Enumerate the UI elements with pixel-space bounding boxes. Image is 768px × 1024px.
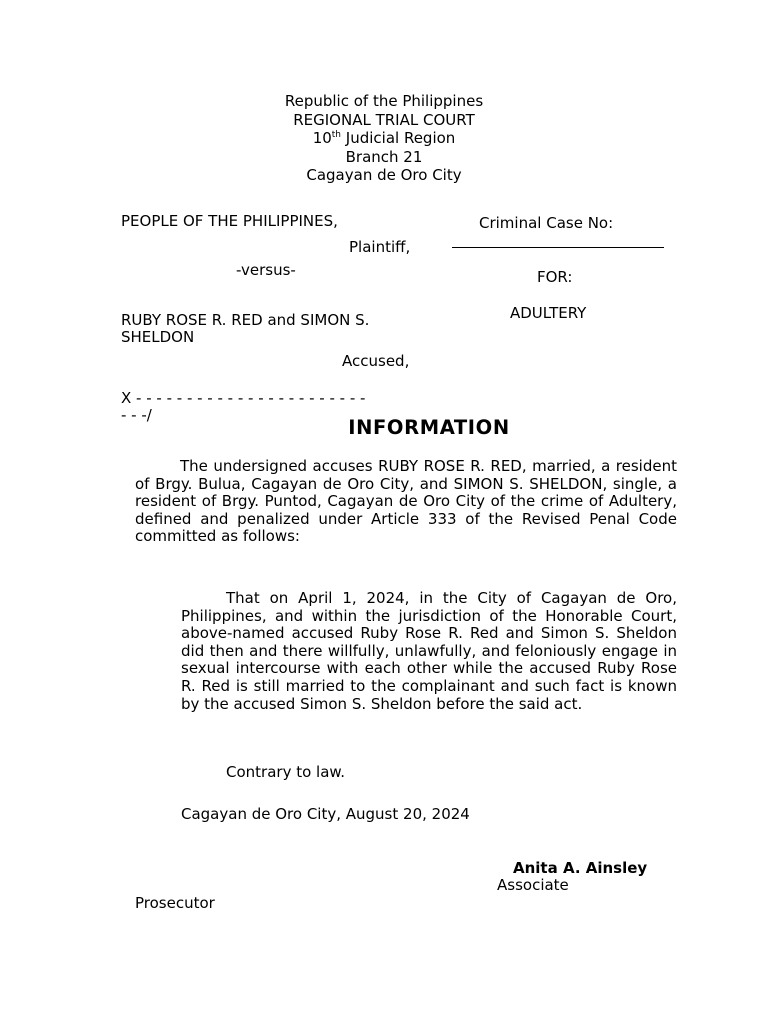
accused-names-line2: SHELDON — [121, 328, 195, 346]
intro-paragraph: The undersigned accuses RUBY ROSE R. RED, married, a resident of Brgy. Bulua, Cagayan de Oro City, and SIMON S. SHELDON, single, a resident of Brgy. Puntod, Cagayan de Oro City of the crime of Adultery, defined and penalized under Article 333 of the Revised Penal Code committed as follows: — [135, 457, 677, 546]
for-label: FOR: — [537, 268, 573, 286]
header-court: REGIONAL TRIAL COURT — [293, 110, 475, 129]
header-city: Cagayan de Oro City — [306, 166, 462, 184]
document-title: INFORMATION — [348, 416, 510, 439]
signatory-name: Anita A. Ainsley — [513, 859, 648, 877]
header-branch: Branch 21 — [345, 147, 423, 166]
case-number-label: Criminal Case No: — [479, 214, 614, 232]
signatory-title-line1: Associate — [497, 876, 569, 894]
accused-names-line1: RUBY ROSE R. RED and SIMON S. — [121, 311, 370, 329]
caption-separator-line2: - - -/ — [121, 406, 152, 424]
header-region: 10th Judicial Region — [312, 129, 456, 147]
header-republic: Republic of the Philippines — [284, 92, 484, 110]
allegation-paragraph: That on April 1, 2024, in the City of Cagayan de Oro, Philippines, and within the jurisdiction of the Honorable Court, above-named accused Ruby Rose R. Red and Simon S. Sheldon did then and there willfully, unlawfully, and feloniously engage in sexual intercourse with each other while the accused Ruby Rose R. Red is still married to the complainant and such fact is known by the accused Simon S. Sheldon before the said act. — [181, 589, 677, 713]
offense-label: ADULTERY — [510, 304, 587, 322]
plaintiff-name: PEOPLE OF THE PHILIPPINES, — [121, 212, 338, 230]
caption-separator-line1: X - - - - - - - - - - - - - - - - - - - - - - - — [121, 389, 366, 407]
plaintiff-role: Plaintiff, — [349, 238, 411, 256]
accused-role: Accused, — [342, 352, 410, 370]
contrary-to-law: Contrary to law. — [226, 763, 346, 781]
signatory-title-line2: Prosecutor — [135, 894, 215, 912]
court-header — [0, 92, 768, 185]
versus-label: -versus- — [236, 261, 296, 279]
case-number-blank-line — [452, 247, 664, 248]
place-and-date: Cagayan de Oro City, August 20, 2024 — [181, 805, 470, 823]
